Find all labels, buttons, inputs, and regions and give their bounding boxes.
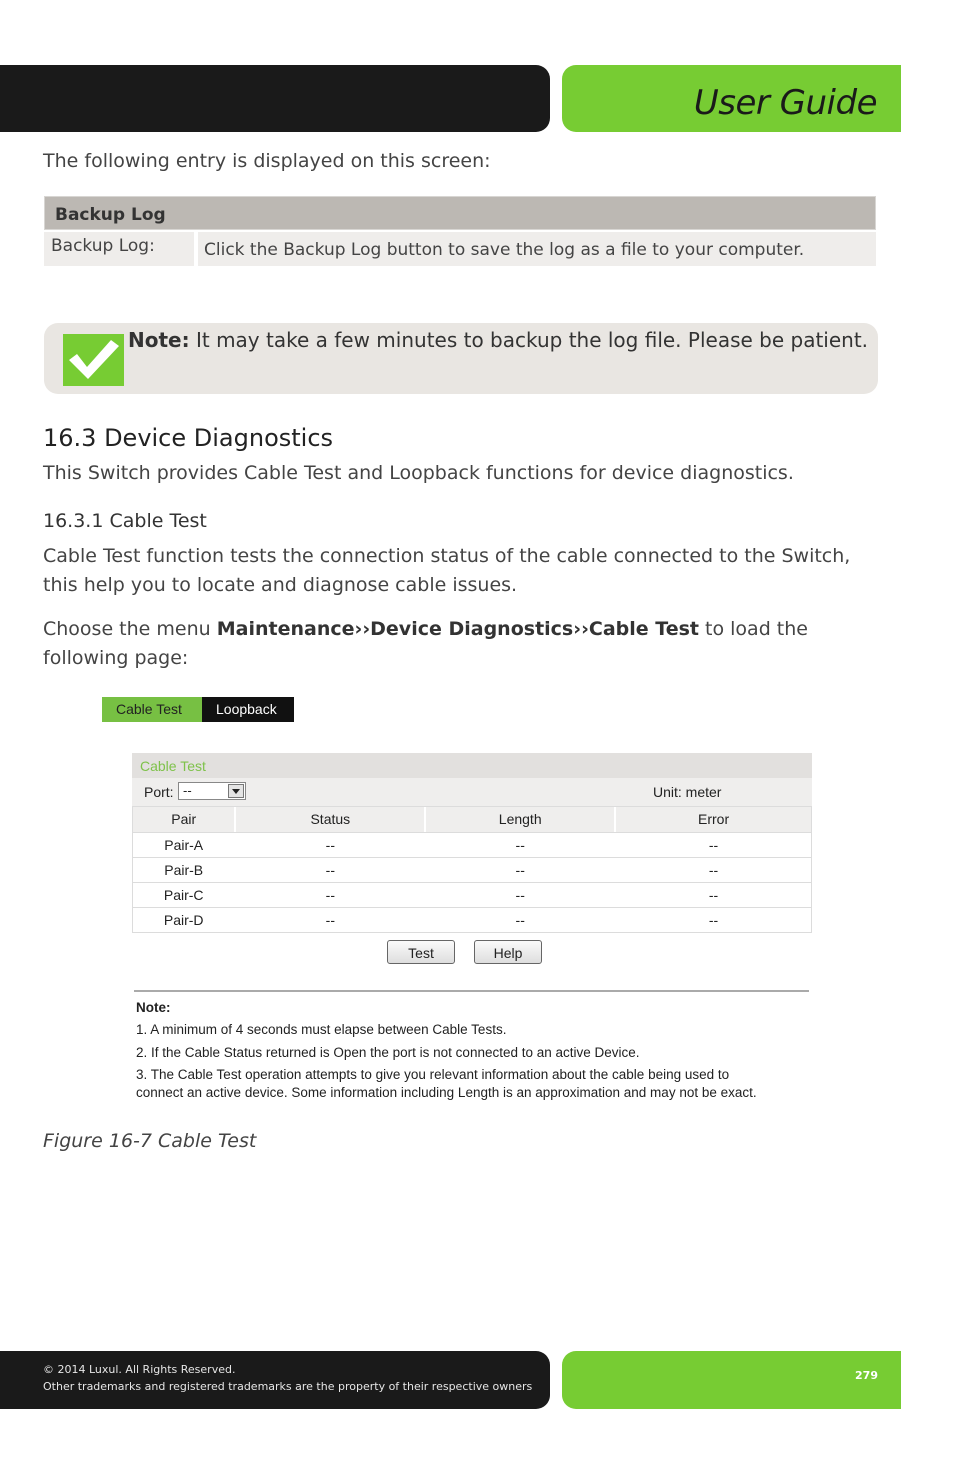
menu-instruction-2: following page: — [43, 647, 189, 669]
cell-error: -- — [614, 833, 811, 857]
footer-bar-left — [0, 1351, 550, 1409]
subsection-text-1: Cable Test function tests the connection status of the cable connected to the Switch, — [43, 545, 851, 567]
backup-log-row — [44, 232, 876, 266]
test-button[interactable]: Test — [387, 940, 455, 964]
cable-test-table — [132, 806, 812, 933]
backup-log-description: Click the Backup Log button to save the log as a file to your computer. — [198, 232, 876, 266]
cable-test-panel — [132, 753, 812, 933]
chevron-down-icon[interactable] — [228, 784, 244, 798]
cell-status: -- — [234, 883, 424, 907]
backup-log-heading: Backup Log — [44, 196, 876, 230]
cell-error: -- — [614, 908, 811, 932]
backup-log-label: Backup Log: — [44, 232, 194, 266]
table-row — [133, 882, 811, 907]
column-header-status: Status — [234, 807, 424, 832]
tab-loopback[interactable]: Loopback — [202, 697, 294, 722]
help-button[interactable]: Help — [474, 940, 542, 964]
menu-instruction — [43, 615, 808, 644]
header-bar-right — [562, 65, 901, 132]
port-select-value: -- — [183, 783, 192, 798]
cell-status: -- — [234, 858, 424, 882]
note-callout — [44, 323, 878, 394]
subsection-title: 16.3.1 Cable Test — [43, 510, 207, 532]
note-label: Note: — [128, 328, 190, 352]
diagnostics-tabs — [102, 697, 294, 722]
header-bar-left — [0, 65, 550, 132]
note-body: It may take a few minutes to backup the log file. Please be patient. — [189, 328, 869, 352]
divider — [134, 990, 809, 992]
footer-copyright: © 2014 Luxul. All Rights Reserved. — [43, 1363, 236, 1376]
cell-pair: Pair-D — [163, 912, 204, 928]
panel-title: Cable Test — [132, 753, 812, 778]
checkmark-icon — [63, 334, 124, 386]
backup-log-table — [44, 196, 876, 266]
figure-caption: Figure 16-7 Cable Test — [43, 1130, 257, 1152]
table-row — [133, 832, 811, 857]
cell-pair: Pair-A — [164, 837, 204, 853]
note-text — [128, 328, 868, 352]
menu-path: Maintenance››Device Diagnostics››Cable Test — [216, 618, 699, 640]
menu-prefix: Choose the menu — [43, 618, 217, 640]
cell-error: -- — [614, 858, 811, 882]
ui-note-1: 1. A minimum of 4 seconds must elapse between Cable Tests. — [136, 1022, 507, 1037]
cell-length: -- — [424, 858, 614, 882]
column-header-pair: Pair — [171, 811, 197, 827]
cell-length: -- — [424, 908, 614, 932]
tab-cable-test[interactable]: Cable Test — [102, 697, 202, 722]
cell-length: -- — [424, 883, 614, 907]
menu-suffix: to load the — [699, 618, 808, 640]
cell-error: -- — [614, 883, 811, 907]
ui-note-2: 2. If the Cable Status returned is Open the port is not connected to an active Device. — [136, 1045, 640, 1060]
table-header — [133, 806, 811, 832]
footer-trademark: Other trademarks and registered trademarks are the property of their respective owners — [43, 1380, 533, 1393]
port-select[interactable] — [178, 782, 246, 800]
port-row — [132, 778, 812, 806]
ui-note-title: Note: — [136, 1000, 171, 1015]
port-label: Port: — [144, 784, 174, 800]
ui-note-3-cont: connect an active device. Some information including Length is an approximation and may not be exact. — [136, 1085, 757, 1100]
section-text: This Switch provides Cable Test and Loopback functions for device diagnostics. — [43, 462, 794, 484]
cell-status: -- — [234, 833, 424, 857]
column-header-error: Error — [614, 807, 811, 832]
cell-status: -- — [234, 908, 424, 932]
cell-length: -- — [424, 833, 614, 857]
column-header-length: Length — [424, 807, 614, 832]
guide-title: User Guide — [693, 83, 877, 123]
intro-text: The following entry is displayed on this screen: — [43, 150, 491, 172]
table-row — [133, 857, 811, 882]
table-row — [133, 907, 811, 932]
ui-note-3: 3. The Cable Test operation attempts to give you relevant information about the cable being used to — [136, 1067, 730, 1082]
subsection-text-2: this help you to locate and diagnose cable issues. — [43, 574, 518, 596]
unit-label: Unit: meter — [653, 784, 722, 800]
cell-pair: Pair-C — [163, 887, 204, 903]
section-title: 16.3 Device Diagnostics — [43, 424, 334, 452]
page-number: 279 — [855, 1369, 878, 1382]
footer-bar-right — [562, 1351, 901, 1409]
cell-pair: Pair-B — [164, 862, 204, 878]
